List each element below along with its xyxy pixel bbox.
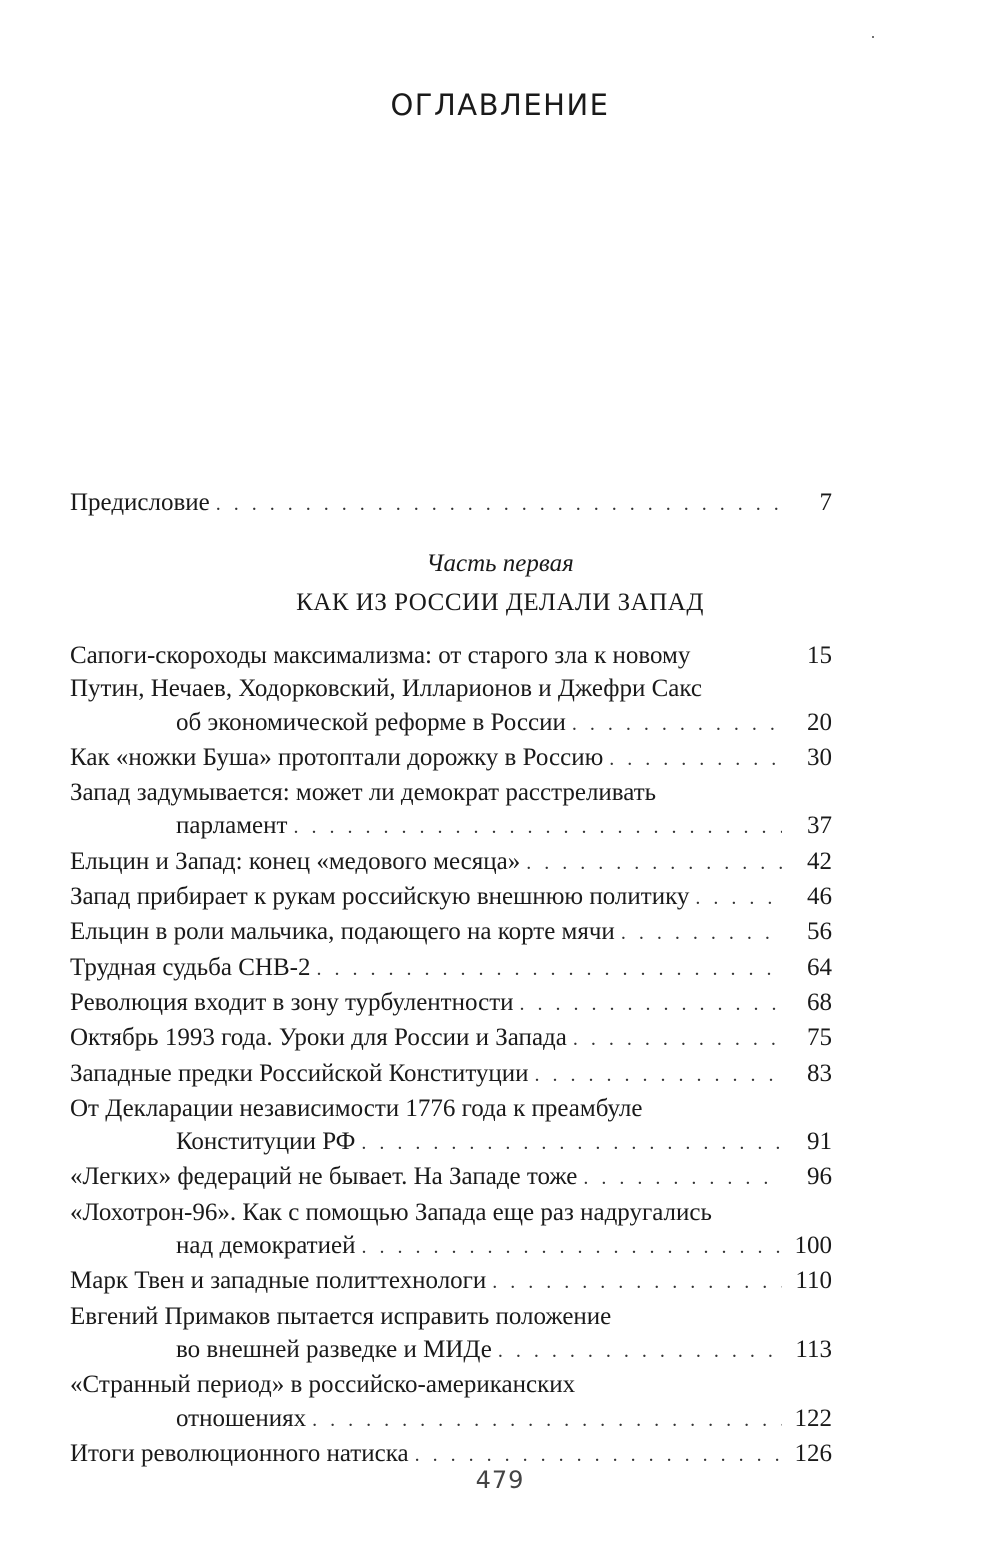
entry-page-number: 75 [807, 1024, 832, 1052]
entry-title: Трудная судьба СНВ-2 [70, 953, 311, 981]
entry-title: над демократией [176, 1232, 356, 1260]
toc-entry [70, 741, 832, 776]
toc-entry [70, 1300, 832, 1369]
entry-title: Революция входит в зону турбулентности [70, 988, 514, 1016]
entry-title: Запад задумывается: может ли демократ расстреливать [70, 779, 657, 807]
entry-page-number: 100 [794, 1232, 832, 1260]
part-label: Часть первая [426, 550, 574, 577]
entry-title: «Легких» федераций не бывает. На Западе тоже [70, 1163, 578, 1191]
entry-title: отношениях [176, 1404, 307, 1432]
entry-title: Ельцин в роли мальчика, подающего на корте мячи [70, 918, 615, 946]
dot-leader [695, 882, 782, 915]
dot-leader [361, 1127, 782, 1160]
toc-entry [70, 915, 832, 950]
toc-entry [70, 1092, 832, 1161]
entry-title: во внешней разведке и МИДе [176, 1335, 492, 1363]
dot-leader [583, 1162, 782, 1195]
part-title: КАК ИЗ РОССИИ ДЕЛАЛИ ЗАПАД [296, 589, 704, 616]
page-number: 479 [475, 1466, 525, 1494]
entry-title: об экономической реформе в России [176, 708, 566, 736]
entry-title: Западные предки Российской Конституции [70, 1059, 529, 1087]
toc-entry [70, 776, 832, 845]
entry-title: Итоги революционного натиска [70, 1439, 409, 1467]
entry-page-number: 7 [819, 489, 832, 516]
dot-leader [316, 953, 782, 986]
entry-title: «Лохотрон-96». Как с помощью Запада еще раз надругались [70, 1198, 712, 1226]
entry-page-number: 20 [807, 708, 832, 736]
entry-title: Конституции РФ [176, 1128, 356, 1156]
entry-title: От Декларации независимости 1776 года к преамбуле [70, 1094, 643, 1122]
entry-page-number: 64 [807, 953, 832, 981]
dot-leader [535, 1059, 782, 1092]
entry-page-number: 37 [807, 812, 832, 840]
dot-leader [216, 488, 782, 521]
entry-page-number: 126 [794, 1439, 832, 1467]
entry-title: Марк Твен и западные политтехнологи [70, 1267, 487, 1295]
toc-entry [70, 1368, 832, 1437]
toc-entry [70, 639, 832, 672]
dot-leader [312, 1404, 782, 1437]
entry-title: Как «ножки Буша» протоптали дорожку в Россию [70, 743, 604, 771]
dot-leader [361, 1231, 782, 1264]
dot-leader [526, 847, 782, 880]
toc-entry [70, 1021, 832, 1056]
toc-entry [70, 845, 832, 880]
entry-page-number: 91 [807, 1128, 832, 1156]
entry-title: Путин, Нечаев, Ходорковский, Илларионов и Джефри Сакс [70, 675, 703, 703]
entry-page-number: 122 [794, 1404, 832, 1432]
entry-page-number: 42 [807, 847, 832, 875]
entry-title: «Странный период» в российско-американских [70, 1371, 576, 1399]
entry-page-number: 68 [807, 988, 832, 1016]
entry-title: Евгений Примаков пытается исправить положение [70, 1302, 612, 1330]
entry-title: Предисловие [70, 489, 210, 516]
entry-title: парламент [176, 812, 288, 840]
dot-leader [492, 1266, 782, 1299]
entry-page-number: 56 [807, 918, 832, 946]
toc-entry [70, 880, 832, 915]
toc-entry [70, 1057, 832, 1092]
dot-leader [498, 1335, 782, 1368]
entry-title: Сапоги-скороходы максимализма: от старого зла к новому [70, 642, 691, 669]
entry-page-number: 83 [807, 1059, 832, 1087]
entry-page-number: 15 [807, 642, 832, 669]
toc-entry [70, 1264, 832, 1299]
dot-leader [609, 743, 782, 776]
page-title: ОГЛАВЛЕНИЕ [390, 88, 610, 122]
dot-leader [520, 988, 783, 1021]
dot-leader [621, 917, 782, 950]
entry-page-number: 46 [807, 883, 832, 911]
toc-chapter-list [70, 639, 832, 1472]
entry-page-number: 113 [795, 1335, 832, 1363]
dot-leader [572, 708, 782, 741]
toc-entry [70, 672, 832, 741]
dot-leader [573, 1023, 782, 1056]
toc-entry [70, 986, 832, 1021]
entry-page-number: 96 [807, 1163, 832, 1191]
entry-page-number: 110 [795, 1267, 832, 1295]
toc-entry [70, 1160, 832, 1195]
toc-entry [70, 951, 832, 986]
entry-title: Запад прибирает к рукам российскую внешнюю политику [70, 883, 690, 911]
speck-mark [872, 36, 874, 38]
entry-title: Октябрь 1993 года. Уроки для России и Запада [70, 1024, 567, 1052]
entry-title: Ельцин и Запад: конец «медового месяца» [70, 847, 521, 875]
toc-entry-preface [70, 486, 832, 521]
entry-page-number: 30 [807, 743, 832, 771]
dot-leader [293, 811, 782, 844]
toc-entry [70, 1196, 832, 1265]
